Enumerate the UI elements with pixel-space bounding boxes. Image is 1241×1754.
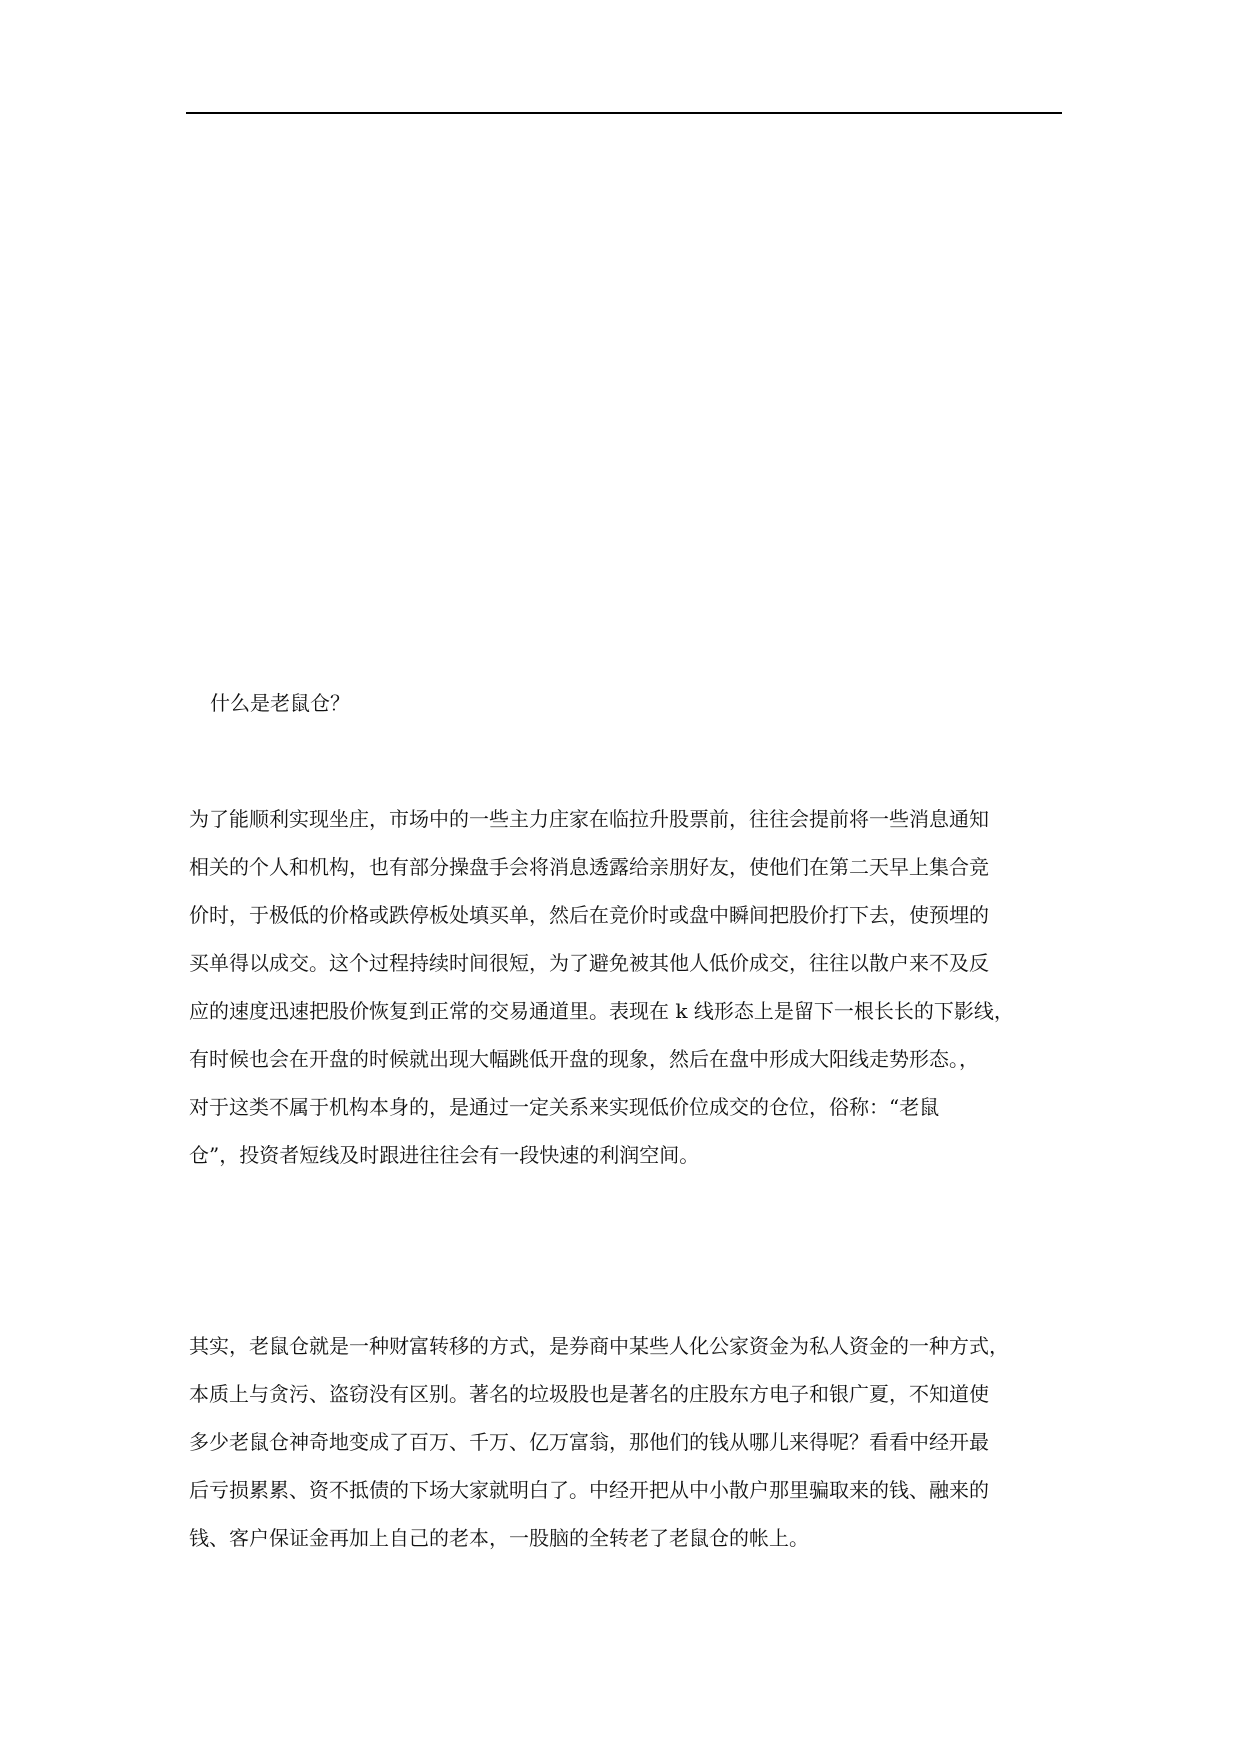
paragraph-line: 价时，于极低的价格或跌停板处填买单，然后在竞价时或盘中瞬间把股价打下去，使预埋的 bbox=[189, 903, 989, 927]
paragraph-line: 为了能顺利实现坐庄，市场中的一些主力庄家在临拉升股票前，往往会提前将一些消息通知 bbox=[189, 807, 989, 831]
header-rule bbox=[186, 112, 1062, 114]
paragraph-line: 仓”，投资者短线及时跟进往往会有一段快速的利润空间。 bbox=[189, 1143, 700, 1167]
paragraph-line: 后亏损累累、资不抵债的下场大家就明白了。中经开把从中小散户那里骗取来的钱、融来的 bbox=[189, 1478, 989, 1502]
paragraph-line: 对于这类不属于机构本身的，是通过一定关系来实现低价位成交的仓位，俗称：“老鼠 bbox=[189, 1095, 940, 1119]
paragraph-line: 应的速度迅速把股价恢复到正常的交易通道里。表现在 k 线形态上是留下一根长长的下影线， bbox=[189, 999, 1014, 1023]
paragraph-line: 相关的个人和机构，也有部分操盘手会将消息透露给亲朋好友，使他们在第二天早上集合竞 bbox=[189, 855, 989, 879]
paragraph-line: 本质上与贪污、盗窃没有区别。著名的垃圾股也是著名的庄股东方电子和银广夏，不知道使 bbox=[189, 1382, 989, 1406]
document-title: 什么是老鼠仓？ bbox=[210, 691, 350, 715]
paragraph-line: 其实，老鼠仓就是一种财富转移的方式，是券商中某些人化公家资金为私人资金的一种方式， bbox=[189, 1334, 1009, 1358]
paragraph-line: 有时候也会在开盘的时候就出现大幅跳低开盘的现象，然后在盘中形成大阳线走势形态。， bbox=[189, 1047, 979, 1071]
paragraph-2 bbox=[189, 1331, 1069, 1571]
paragraph-line: 钱、客户保证金再加上自己的老本，一股脑的全转老了老鼠仓的帐上。 bbox=[189, 1526, 809, 1550]
paragraph-line: 买单得以成交。这个过程持续时间很短，为了避免被其他人低价成交，往往以散户来不及反 bbox=[189, 951, 989, 975]
paragraph-1 bbox=[189, 804, 1069, 1188]
paragraph-line: 多少老鼠仓神奇地变成了百万、千万、亿万富翁，那他们的钱从哪儿来得呢？看看中经开最 bbox=[189, 1430, 989, 1454]
